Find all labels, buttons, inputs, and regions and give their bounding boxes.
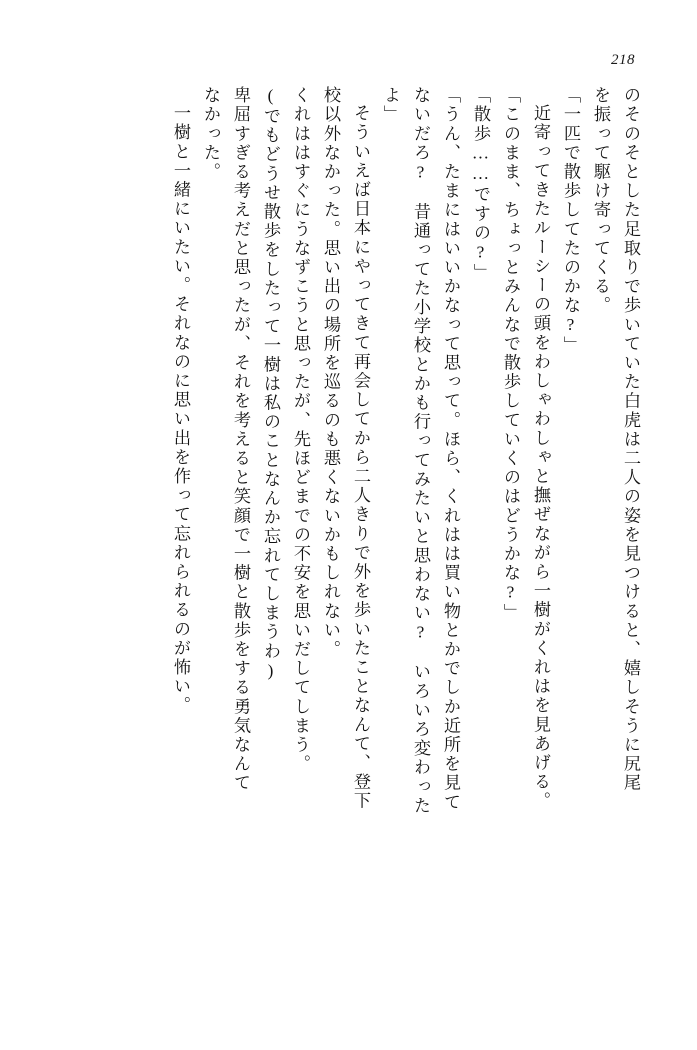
text-line: (でもどうせ散歩をしたって一樹は私のことなんか忘れてしまうわ)	[261, 86, 280, 682]
page-number: 218	[611, 52, 635, 68]
text-line: そういえば日本にやってきて再会してから二人きりで外を歩いたことなんて、登下	[351, 104, 370, 811]
text-line: 「一匹で散歩してたのかな?」	[561, 86, 580, 356]
text-line: よ」	[381, 86, 400, 125]
text-line: 近寄ってきたルーシーの頭をわしゃわしゃと撫ぜながら一樹がくれはを見あげる。	[531, 104, 550, 811]
text-line: 「うん、たまにはいいかなって思って。ほら、くれはは買い物とかでしか近所を見て	[441, 86, 460, 812]
text-line: 校以外なかった。思い出の場所を巡るのも悪くないかもしれない。	[321, 86, 340, 659]
text-line: を振って駆け寄ってくる。	[591, 86, 610, 316]
text-line: くれははすぐにうなずこうと思ったが、先ほどまでの不安を思いだしてしまう。	[291, 86, 310, 774]
text-line: 卑屈すぎる考えだと思ったが、それを考えると笑顔で一樹と散歩をする勇気なんて	[231, 86, 250, 793]
text-line: 一樹と一緒にいたい。それなのに思い出を作って忘れられるのが怖い。	[171, 104, 190, 716]
text-line: 「このまま、ちょっとみんなで散歩していくのはどうかな?」	[501, 86, 520, 623]
text-line: のそのそとした足取りで歩いていた白虎は二人の姿を見つけると、嬉しそうに尻尾	[621, 86, 640, 793]
text-line: なかった。	[201, 86, 220, 182]
text-line: 「散歩……ですの?」	[471, 86, 490, 283]
text-line: ないだろ? 昔通ってた小学校とかも行ってみたいと思わない? いろいろ変わった	[411, 86, 430, 816]
vertical-text-body	[58, 86, 639, 994]
